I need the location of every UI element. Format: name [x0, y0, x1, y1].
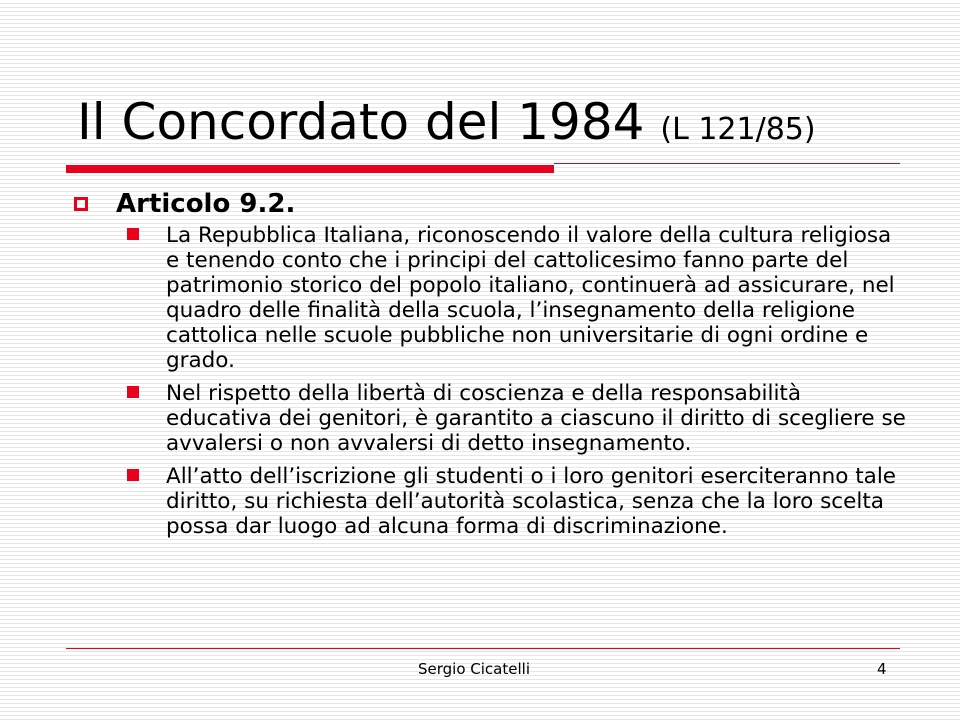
title-sub: (L 121/85): [660, 112, 816, 147]
article-heading: Articolo 9.2.: [116, 189, 296, 219]
slide-number: 4: [877, 660, 887, 678]
slide-title: [77, 92, 816, 160]
filled-square-bullet-icon: [127, 469, 139, 481]
hollow-square-bullet-icon: [74, 197, 88, 211]
title-main: Il Concordato del 1984: [77, 93, 645, 151]
bullet-item: [70, 464, 906, 539]
bullet-text: La Repubblica Italiana, riconoscendo il valore della cultura religiosa e tenendo conto che i principi del cattolicesimo fanno parte del patrimonio storico del popolo italiano, continuerà ad assicurare, nel quadro delle finalità della scuola, l’insegnamento della religione cattolica nelle scuole pubbliche non universitarie di ogni ordine e grado.: [166, 223, 895, 373]
bullet-text: All’atto dell’iscrizione gli studenti o i loro genitori eserciteranno tale diritto, su richiesta dell’autorità scolastica, senza che la loro scelta possa dar luogo ad alcuna forma di discriminazione.: [166, 464, 897, 539]
filled-square-bullet-icon: [127, 228, 139, 240]
footer-author: Sergio Cicatelli: [418, 660, 530, 678]
title-divider-line: [554, 163, 900, 164]
title-accent-rule: [66, 165, 554, 173]
bullet-item: [70, 381, 906, 456]
bullet-text: Nel rispetto della libertà di coscienza e della responsabilità educativa dei genitori, è garantito a ciascuno il diritto di scegliere se avvalersi o non avvalersi di detto insegnamento.: [166, 381, 906, 456]
filled-square-bullet-icon: [127, 386, 139, 398]
bullet-list: [70, 223, 920, 539]
slide-body: [70, 187, 920, 539]
footer-divider-line: [66, 648, 900, 649]
heading-item: [70, 187, 920, 221]
bullet-item: [70, 223, 906, 373]
